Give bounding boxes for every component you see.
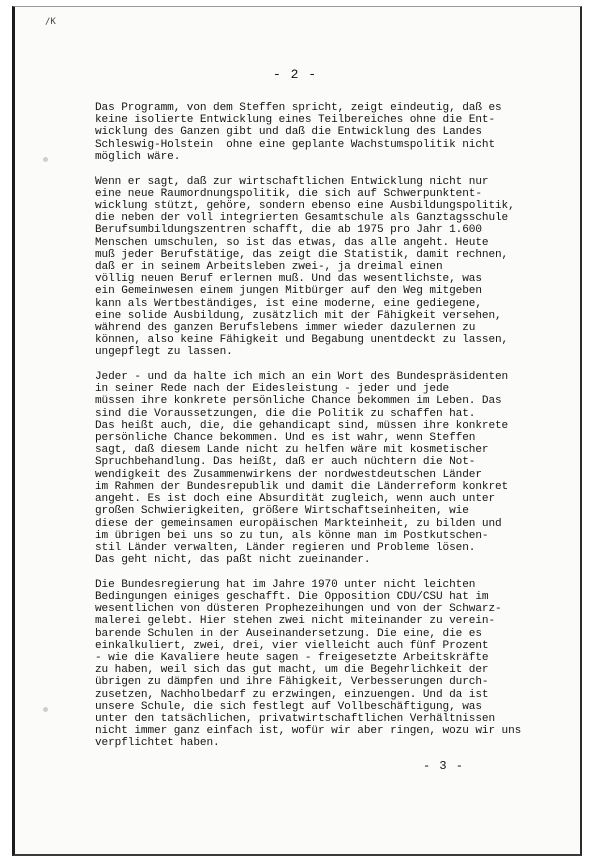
- text-line: Menschen umschulen, so ist das etwas, das alle angeht. Heute: [95, 236, 489, 249]
- text-line: wesentlichen von düsteren Prophezeihungen und von der Schwarz-: [95, 603, 502, 616]
- text-line: Das Programm, von dem Steffen spricht, zeigt eindeutig, daß es: [95, 102, 502, 114]
- text-line: malerei gelebt. Hier stehen zwei nicht miteinander zu verein-: [95, 615, 495, 628]
- text-line: Jeder - und da halte ich mich an ein Wort des Bundespräsidenten: [95, 371, 509, 384]
- text-line: großen Schwierigkeiten, größere Wirtschaftseinheiten, wie: [95, 505, 469, 518]
- paragraph: [95, 176, 575, 359]
- text-line: barende Schulen in der Auseinandersetzung. Die eine, die es: [95, 627, 482, 640]
- text-line: angeht. Es ist doch eine Absurdität zugleich, wenn auch unter: [95, 493, 495, 506]
- text-line: übrigen zu dämpfen und ihre Fähigkeit, Verbesserungen durch-: [95, 676, 489, 689]
- paragraph: [95, 579, 575, 750]
- text-line: ein Gemeinwesen einem jungen Mitbürger auf den Weg mitgeben: [95, 285, 482, 298]
- text-line: muß jeder Berufstätige, das zeigt die Statistik, damit rechnen,: [95, 248, 509, 261]
- page-number: - 2 -: [272, 67, 317, 82]
- paragraph: [95, 371, 575, 566]
- text-line: eine solide Ausbildung, zusätzlich mit der Fähigkeit versehen,: [95, 309, 502, 322]
- text-line: daß er in seinem Arbeitsleben zwei-, ja dreimal einen: [95, 260, 443, 273]
- corner-mark: /K: [45, 17, 56, 27]
- text-line: ungepflegt zu lassen.: [95, 346, 233, 359]
- text-line: Schleswig-Holstein ohne eine geplante Wachstumspolitik nicht: [95, 138, 495, 151]
- paragraph: [95, 102, 575, 163]
- text-line: Wenn er sagt, daß zur wirtschaftlichen Entwicklung nicht nur: [95, 175, 489, 188]
- text-line: die neben der voll integrierten Gesamtschule als Ganztagsschule: [95, 212, 509, 225]
- text-line: Das heißt auch, die, die gehandicapt sind, müssen ihre konkrete: [95, 419, 509, 432]
- text-line: kann als Wertbeständiges, ist eine moderne, eine gediegene,: [95, 297, 482, 310]
- text-line: stil Länder verwalten, Länder regieren und Probleme lösen.: [95, 541, 476, 554]
- text-line: völlig neuen Beruf erlernen muß. Und das wesentlichste, was: [95, 273, 482, 286]
- text-line: Spruchbehandlung. Das heißt, daß er auch nüchtern die Not-: [95, 456, 476, 469]
- text-line: möglich wäre.: [95, 150, 181, 163]
- text-line: eine neue Raumordnungspolitik, die sich auf Schwerpunktent-: [95, 187, 482, 200]
- text-line: Das geht nicht, das paßt nicht zueinander.: [95, 554, 371, 567]
- text-line: während des ganzen Berufslebens immer wieder dazulernen zu: [95, 321, 476, 334]
- body-text: [95, 102, 575, 762]
- text-line: in seiner Rede nach der Eidesleistung - jeder und jede: [95, 383, 450, 396]
- text-line: im Rahmen der Bundesrepublik und damit die Länderreform konkret: [95, 480, 509, 493]
- text-line: persönliche Chance bekommen. Und es ist wahr, wenn Steffen: [95, 432, 476, 445]
- text-line: wendigkeit des Zusammenwirkens der nordwestdeutschen Länder: [95, 468, 482, 481]
- text-line: unsere Schule, die sich festlegt auf Vollbeschäftigung, was: [95, 700, 482, 713]
- text-line: im übrigen bei uns so zu tun, als könne man im Postkutschen-: [95, 529, 489, 542]
- text-line: - wie die Kavaliere heute sagen - freigesetzte Arbeitskräfte: [95, 652, 489, 665]
- punch-hole-mark: [43, 707, 48, 712]
- text-line: diese der gemeinsamen europäischen Markteinheit, zu bilden und: [95, 517, 502, 530]
- text-line: sagt, daß diesem Lande nicht zu helfen wäre mit kosmetischer: [95, 444, 489, 457]
- punch-hole-mark: [43, 157, 48, 162]
- text-line: Berufsumbildungszentren schafft, die ab 1975 pro Jahr 1.600: [95, 224, 482, 237]
- text-line: müssen ihre konkrete persönliche Chance bekommen im Leben. Das: [95, 395, 502, 408]
- text-line: zusetzen, Nachholbedarf zu erzwingen, einzuengen. Und da ist: [95, 688, 489, 701]
- next-page-indicator: - 3 -: [423, 759, 465, 773]
- text-line: unter den tatsächlichen, privatwirtschaftlichen Verhältnissen: [95, 713, 495, 726]
- document-page: [12, 6, 582, 856]
- text-line: können, also keine Fähigkeit und Begabung unentdeckt zu lassen,: [95, 334, 509, 347]
- text-line: sind die Voraussetzungen, die die Politik zu schaffen hat.: [95, 407, 476, 420]
- text-line: nicht immer ganz einfach ist, wofür wir aber ringen, wozu wir uns: [95, 725, 522, 738]
- text-line: verpflichtet haben.: [95, 737, 220, 750]
- text-line: einkalkuliert, zwei, drei, vier vielleicht auch fünf Prozent: [95, 639, 489, 652]
- text-line: zu haben, weil sich das gut macht, um die Begehrlichkeit der: [95, 664, 489, 677]
- text-line: Bedingungen einiges geschafft. Die Opposition CDU/CSU hat im: [95, 591, 489, 604]
- text-line: wicklung stützt, gehöre, sondern ebenso eine Ausbildungspolitik,: [95, 199, 515, 212]
- text-line: keine isolierte Entwicklung eines Teilbereiches ohne die Ent-: [95, 114, 495, 127]
- text-line: Die Bundesregierung hat im Jahre 1970 unter nicht leichten: [95, 578, 476, 591]
- text-line: wicklung des Ganzen gibt und daß die Entwicklung des Landes: [95, 126, 482, 139]
